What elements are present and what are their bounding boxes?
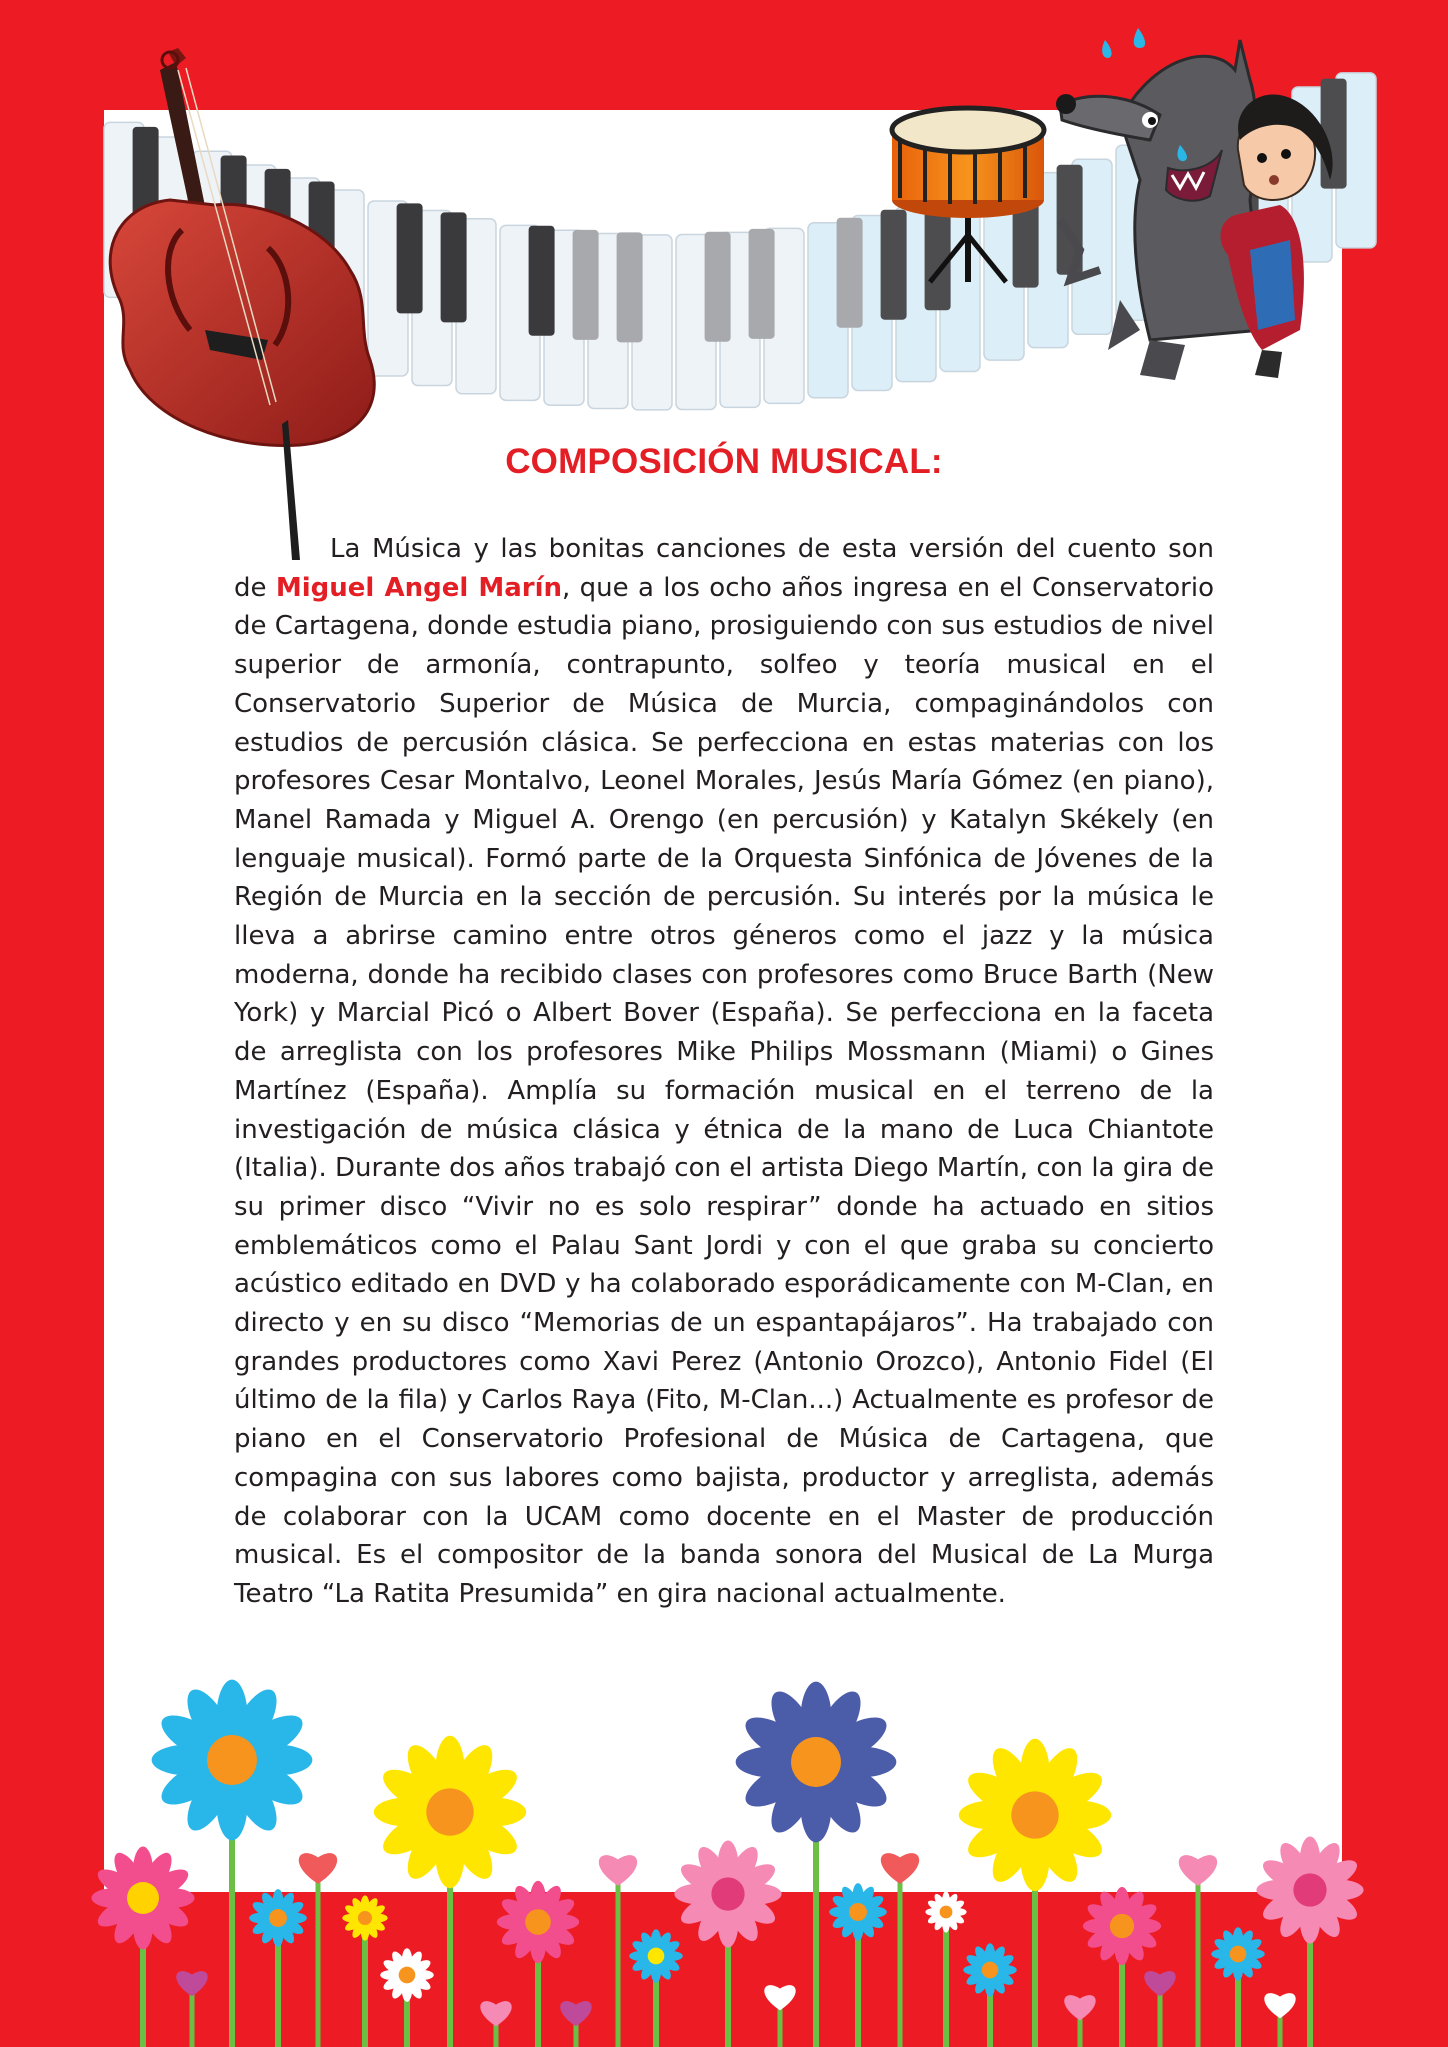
intro-text: La Música y las bonitas canciones de esta versión del cuento son de: [234, 534, 1214, 603]
footer-illustration: [0, 1650, 1448, 2047]
biography-paragraph: [234, 530, 1214, 1614]
author-name: Miguel Angel Marín: [275, 572, 563, 603]
page-title: COMPOSICIÓN MUSICAL:: [505, 442, 943, 481]
double-bass-icon: [110, 48, 374, 560]
biography-text: , que a los ocho años ingresa en el Conservatorio de Cartagena, donde estudia piano, prosiguiendo con sus estudios de nivel superior de armonía, contrapunto, solfeo y teoría musical en el Conservatorio Superior de Música de Murcia, compaginándolos con estudios de percusión clásica. Se perfecciona en estas materias con los profesores Cesar Montalvo, Leonel Morales, Jesús María Gómez (en piano), Manel Ramada y Miguel A. Orengo (en percusión) y Katalyn Skékely (en lenguaje musical). Formó parte de la Orquesta Sinfónica de Jóvenes de la Región de Murcia en la sección de percusión. Su interés por la música le lleva a abrirse camino entre otros géneros como el jazz y la música moderna, donde ha recibido clases con profesores como Bruce Barth (New York) y Marcial Picó o Albert Bover (España). Se perfecciona en la faceta de arreglista con los profesores Mike Philips Mossmann (Miami) o Gines Martínez (España). Amplía su formación musical en el terreno de la investigación de música clásica y étnica de la mano de Luca Chiantote (Italia). Durante dos años trabajó con el artista Diego Martín, con la gira de su primer disco “Vivir no es solo respirar” donde ha actuado en sitios emblemáticos como el Palau Sant Jordi y con el que graba su concierto acústico editado en DVD y ha colaborado esporádicamente con M-Clan, en directo y en su disco “Memorias de un espantapájaros”. Ha trabajado con grandes productores como Xavi Perez (Antonio Orozco), Antonio Fidel (El último de la fila) y Carlos Raya (Fito, M-Clan...) Actualmente es profesor de piano en el Conservatorio Profesional de Música de Cartagena, que compagina con sus labores como bajista, productor y arreglista, además de colaborar con la UCAM como docente en el Master de producción musical. Es el compositor de la banda sonora del Musical de La Murga Teatro “La Ratita Presumida” en gira nacional actualmente.: [234, 572, 1215, 1609]
